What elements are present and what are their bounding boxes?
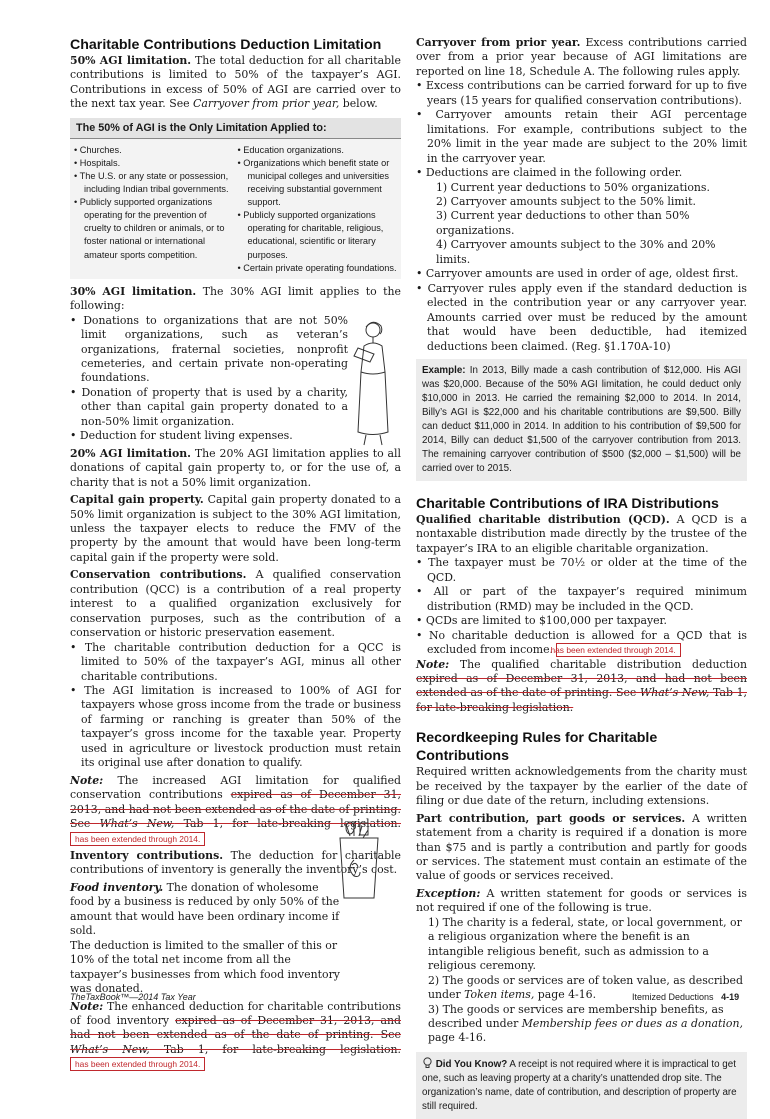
- bullet-qcd: • The taxpayer must be 70½ or older at the time of the QCD.: [416, 556, 747, 585]
- extended-stamp: has been extended through 2014.: [70, 1057, 205, 1071]
- box-item: • Certain private operating foundations.: [238, 262, 398, 275]
- page-number: 4-19: [721, 992, 740, 1002]
- note-conservation: Note: The increased AGI limitation for qualified conservation contributions expired as of December 31, 2013, and had not been extended as of the date of printing. See What’s New, Tab 1, for late-breaking legislation. has been extended through 2014.: [70, 773, 402, 844]
- bullet-carryover: • Carryover amounts are used in order of age, oldest first.: [416, 267, 747, 281]
- p-20-agi: 20% AGI limitation. The 20% AGI limitation applies to all donations of capital gain property to, or for the use of, a charity that is not a 50% limit organization.: [70, 446, 401, 489]
- extended-stamp: has been extended through 2014.: [556, 643, 680, 657]
- woman-reading-illustration: [348, 318, 398, 448]
- bullet-carryover: • Deductions are claimed in the following order.: [416, 166, 747, 180]
- carryover-order-item: 2) Carryover amounts subject to the 50% limit.: [436, 194, 696, 208]
- exception-item: 2) The goods or services are of token value, as described under Token items, page 4-16.: [428, 973, 743, 1002]
- lightbulb-icon: [422, 1057, 433, 1069]
- carryover-order-item: 1) Current year deductions to 50% organizations.: [436, 180, 710, 194]
- p-inventory: Inventory contributions. The deduction for charitable contributions of inventory is generally the inventory’s cost.: [70, 848, 401, 877]
- box-item: • Hospitals.: [74, 157, 234, 170]
- limitation-box-title: The 50% of AGI is the Only Limitation Applied to:: [70, 118, 401, 139]
- bullet-qcd: • All or part of the taxpayer’s required minimum distribution (RMD) may be included in the QCD.: [416, 585, 747, 614]
- exception-item: 1) The charity is a federal, state, or local government, or a religious organization where the benefit is an intangible religious benefit, such as admission to a religious ceremony.: [428, 915, 742, 973]
- bullet-carryover: • Carryover rules apply even if the standard deduction is elected in the contribution year or any carryover year. Amounts carried over must be reduced by the amount that would have been deductible, had itemized deductions been claimed. (Reg. §1.170A-10): [416, 282, 747, 354]
- p-food-inventory: Food inventory. The donation of wholesome food by a business is reduced by only 50% of the amount that would have been ordinary income if sold.: [70, 880, 340, 938]
- section-title-ira: Charitable Contributions of IRA Distributions: [416, 495, 719, 512]
- p-conservation: Conservation contributions. A qualified conservation contribution (QCC) is a contribution of a real property interest to a qualified organization exclusively for conservation purposes, such as the contribution of a conservation or historic preservation easement.: [70, 568, 401, 640]
- bullet-30-agi: • Deduction for student living expenses.: [70, 429, 348, 443]
- p-recordkeeping: Required written acknowledgements from the charity must be received by the taxpayer by the earlier of the date of filing or due date of the return, including extensions.: [416, 765, 747, 808]
- p-qcd: Qualified charitable distribution (QCD). A QCD is a nontaxable distribution made directly by the trustee of the taxpayer’s IRA to an eligible charitable organization.: [416, 512, 747, 555]
- footer-left: TheTaxBook™—2014 Tax Year: [70, 992, 196, 1002]
- bullet-conservation: • The AGI limitation is increased to 100% of AGI for taxpayers whose gross income from the trade or business of farming or ranching is greater than 50% of the taxpayer’s gross income for the taxable year. Property used in agriculture or livestock production must retain its original use after donation to qualify.: [70, 684, 401, 771]
- did-you-know-box: Did You Know? A receipt is not required where it is impractical to get one, such as leaving property at a charity’s unattended drop site. The organization’s name, date of contribution, and description of property are still required.: [416, 1052, 747, 1119]
- p-food-limit: The deduction is limited to the smaller of this or 10% of the total net income from all the taxpayer’s businesses from which food inventory was donated.: [70, 938, 340, 996]
- p-part-contribution: Part contribution, part goods or services. A written statement from a charity is required if a donation is more than $75 and is partly a contribution and partly for goods or services. The statement must contain an estimate of the value of goods or services received.: [416, 811, 747, 883]
- bullet-30-agi: • Donations to organizations that are not 50% limit organizations, such as veteran’s organizations, fraternal societies, nonprofit cemeteries, and certain private non-operating foundations.: [70, 314, 348, 386]
- limitation-box: [70, 118, 401, 279]
- box-item: • Publicly supported organizations operating for the prevention of cruelty to children or animals, or to foster national or international amateur sports competition.: [74, 196, 234, 261]
- extended-stamp: has been extended through 2014.: [70, 832, 205, 846]
- grocery-bag-illustration: [334, 820, 384, 902]
- left-column: [70, 36, 401, 1072]
- bullet-carryover: • Excess contributions can be carried forward for up to five years (15 years for qualified conservation contributions).: [416, 79, 747, 108]
- box-item: • Organizations which benefit state or municipal colleges and universities receiving substantial government support.: [238, 157, 398, 209]
- example-box: Example: In 2013, Billy made a cash contribution of $12,000. His AGI was $20,000. Because of the 50% AGI limitation, he could deduct only $10,000 in 2013. He carried the remaining $2,000 to 2014. In 2014, Billy’s AGI is $22,000 and his charitable contributions are $9,500. Billy can deduct $11,000 in 2014. In addition to his contribution of $9,500 for 2014, Billy can deduct $1,500 of the carryover contribution from 2013. The remaining carryover contribution of $500 ($2,000 – $1,500) will be carried over to 2015.: [416, 359, 747, 481]
- box-item: • Churches.: [74, 144, 234, 157]
- box-item: • The U.S. or any state or possession, including Indian tribal governments.: [74, 170, 234, 196]
- p-50-agi: 50% AGI limitation. The total deduction for all charitable contributions is limited to 50% of the taxpayer’s AGI. Contributions in excess of 50% of AGI are carried over to the next tax year. See Carryover from prior year, below.: [70, 54, 401, 111]
- p-capital-gain: Capital gain property. Capital gain property donated to a 50% limit organization is subject to the 30% AGI limitation, unless the taxpayer elects to reduce the FMV of the property by the amount that would have been long-term capital gain if the property were sold.: [70, 493, 401, 564]
- box-item: • Publicly supported organizations operating for charitable, religious, educational, scientific or literary purposes.: [238, 209, 398, 261]
- box-item: • Education organizations.: [238, 144, 398, 157]
- note-food-inventory: Note: The enhanced deduction for charitable contributions of food inventory expired as of December 31, 2013, and had not been extended as of the date of printing. See What’s New, Tab 1, for late-breaking legislation. has been extended through 2014.: [70, 999, 401, 1070]
- bullet-30-agi: • Donation of property that is used by a charity, other than capital gain property donated to a non-50% limit organization.: [70, 386, 348, 429]
- carryover-order-item: 4) Carryover amounts subject to the 30% and 20% limits.: [436, 238, 716, 266]
- p-30-agi: 30% AGI limitation. The 30% AGI limit applies to the following:: [70, 284, 401, 313]
- note-qcd: Note: The qualified charitable distribution deduction expired as of December 31, 2013, and had not been extended as of the date of printing. See What’s New, Tab 1, for late-breaking legislation.: [416, 657, 747, 714]
- p-exception: Exception: A written statement for goods or services is not required if one of the following is true.: [416, 886, 747, 915]
- right-column: [416, 36, 747, 1119]
- p-carryover: Carryover from prior year. Excess contributions carried over from a prior year because of AGI limitations are reported on line 18, Schedule A. The following rules apply.: [416, 36, 747, 78]
- bullet-qcd: • QCDs are limited to $100,000 per taxpayer.: [416, 614, 747, 628]
- section-title-recordkeeping: Recordkeeping Rules for Charitable Contributions: [416, 730, 658, 765]
- bullet-carryover: • Carryover amounts retain their AGI percentage limitations. For example, contributions subject to the 20% limit in the year made are subject to the 20% limit in the carryover year.: [416, 108, 747, 166]
- section-title-deduction-limitation: Charitable Contributions Deduction Limitation: [70, 37, 382, 53]
- exception-item: 3) The goods or services are membership benefits, as described under Membership fees or dues as a donation, page 4-16.: [428, 1002, 743, 1045]
- carryover-order-item: 3) Current year deductions to other than 50% organizations.: [436, 209, 690, 237]
- footer-right: Itemized Deductions 4-19: [632, 992, 740, 1002]
- bullet-conservation: • The charitable contribution deduction for a QCC is limited to 50% of the taxpayer’s AGI, minus all other charitable contributions.: [70, 641, 401, 684]
- bullet-qcd: • No charitable deduction is allowed for a QCD that is excluded from income. has been extended through 2014.: [416, 629, 747, 658]
